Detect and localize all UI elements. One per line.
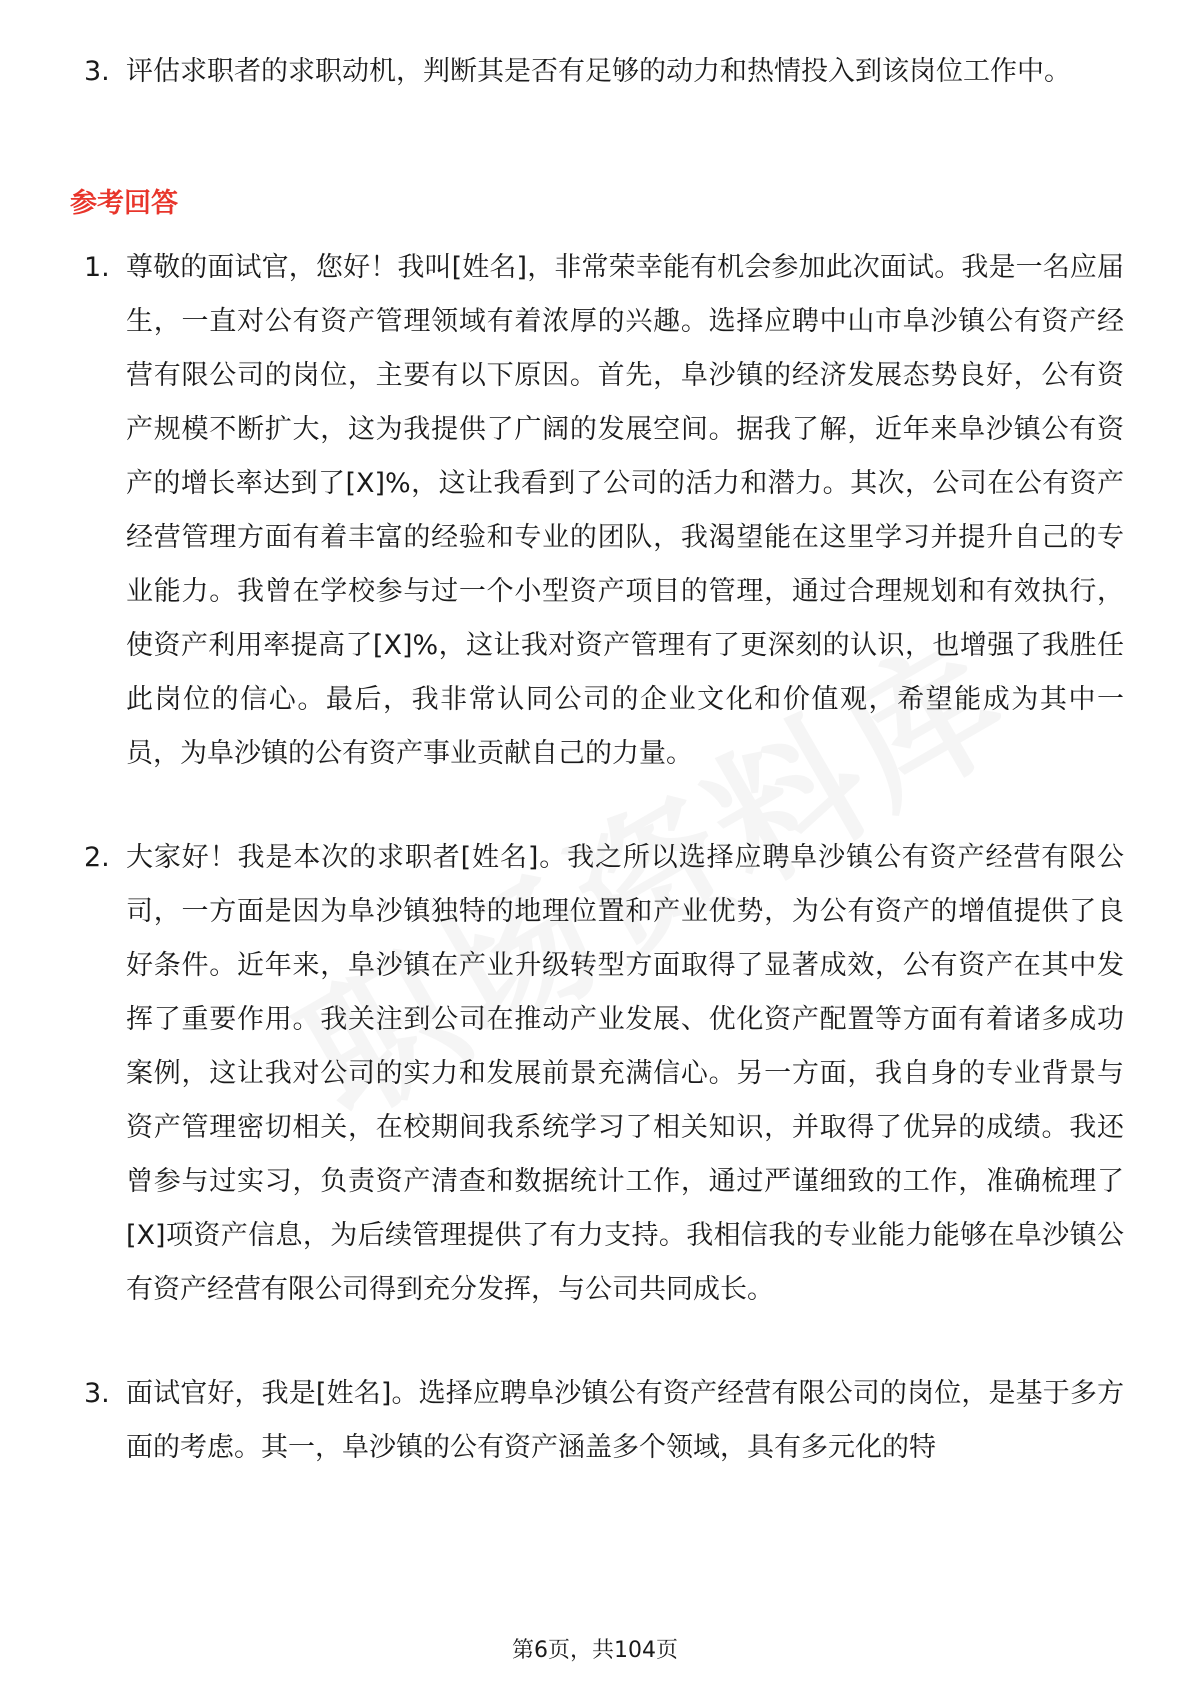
answer-item xyxy=(84,1367,1124,1475)
list-text: 评估求职者的求职动机，判断其是否有足够的动力和热情投入到该岗位工作中。 xyxy=(126,56,1071,87)
answer-item xyxy=(84,831,1124,1317)
answer-text: 尊敬的面试官，您好！我叫[姓名]，非常荣幸能有机会参加此次面试。我是一名应届生，一直对公有资产管理领域有着浓厚的兴趣。选择应聘中山市阜沙镇公有资产经营有限公司的岗位，主要有以下原因。首先，阜沙镇的经济发展态势良好，公有资产规模不断扩大，这为我提供了广阔的发展空间。据我了解，近年来阜沙镇公有资产的增长率达到了[X]%，这让我看到了公司的活力和潜力。其次，公司在公有资产经营管理方面有着丰富的经验和专业的团队，我渴望能在这里学习并提升自己的专业能力。我曾在学校参与过一个小型资产项目的管理，通过合理规划和有效执行，使资产利用率提高了[X]%，这让我对资产管理有了更深刻的认识，也增强了我胜任此岗位的信心。最后，我非常认同公司的企业文化和价值观，希望能成为其中一员，为阜沙镇的公有资产事业贡献自己的力量。 xyxy=(126,252,1124,769)
page-footer: 第6页，共104页 xyxy=(512,1638,678,1663)
answer-number: 2. xyxy=(84,842,110,873)
section-heading: 参考回答 xyxy=(70,188,178,219)
answer-text: 大家好！我是本次的求职者[姓名]。我之所以选择应聘阜沙镇公有资产经营有限公司，一方面是因为阜沙镇独特的地理位置和产业优势，为公有资产的增值提供了良好条件。近年来，阜沙镇在产业升级转型方面取得了显著成效，公有资产在其中发挥了重要作用。我关注到公司在推动产业发展、优化资产配置等方面有着诸多成功案例，这让我对公司的实力和发展前景充满信心。另一方面，我自身的专业背景与资产管理密切相关，在校期间我系统学习了相关知识，并取得了优异的成绩。我还曾参与过实习，负责资产清查和数据统计工作，通过严谨细致的工作，准确梳理了[X]项资产信息，为后续管理提供了有力支持。我相信我的专业能力能够在阜沙镇公有资产经营有限公司得到充分发挥，与公司共同成长。 xyxy=(126,842,1124,1305)
answer-item xyxy=(84,241,1124,781)
list-number: 3. xyxy=(84,56,110,87)
list-item xyxy=(84,45,1124,99)
answer-number: 1. xyxy=(84,252,110,283)
answer-number: 3. xyxy=(84,1378,110,1409)
answer-text: 面试官好，我是[姓名]。选择应聘阜沙镇公有资产经营有限公司的岗位，是基于多方面的考虑。其一，阜沙镇的公有资产涵盖多个领域，具有多元化的特 xyxy=(126,1378,1124,1463)
